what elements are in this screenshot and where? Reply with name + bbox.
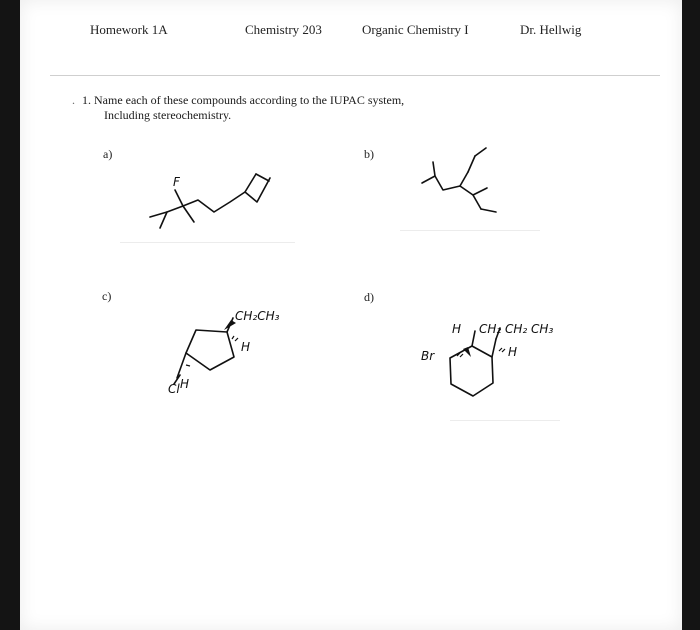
hydrogen-c-top: H xyxy=(241,340,251,354)
atom-fluorine: F xyxy=(173,175,180,189)
part-d-label: d) xyxy=(364,290,374,304)
chlorine-c: Cl xyxy=(168,382,180,396)
hash-bond xyxy=(186,336,505,366)
part-a-label: a) xyxy=(103,147,113,161)
substituent-ethyl-c: CH₂CH₃ xyxy=(235,309,280,323)
course-label: Homework 1A xyxy=(90,22,168,37)
structure-d xyxy=(450,328,500,396)
structure-c xyxy=(174,318,234,384)
question-number: 1. xyxy=(82,93,91,107)
structure-b xyxy=(422,148,496,212)
question-text-line-2: Including stereochemistry. xyxy=(104,108,232,122)
substituent-propyl-d: CH₂ CH₂ CH₃ xyxy=(479,322,554,336)
hydrogen-d-right: H xyxy=(508,345,518,359)
bullet-mark: . xyxy=(72,93,75,107)
structure-a xyxy=(150,174,270,228)
instructor-name: Dr. Hellwig xyxy=(520,22,582,37)
wedge-bond xyxy=(463,347,471,357)
homework-page xyxy=(20,0,682,630)
part-b-label: b) xyxy=(364,147,374,161)
hydrogen-c-bottom: H xyxy=(180,377,190,391)
structure-drawings xyxy=(20,0,682,630)
part-c-label: c) xyxy=(102,289,112,303)
course-name: Organic Chemistry I xyxy=(362,22,469,37)
hydrogen-d-top: H xyxy=(452,322,462,336)
question-text-line-1: Name each of these compounds according to the IUPAC system, xyxy=(94,93,405,107)
bromine-d: Br xyxy=(421,349,435,363)
course-number: Chemistry 203 xyxy=(245,22,322,37)
